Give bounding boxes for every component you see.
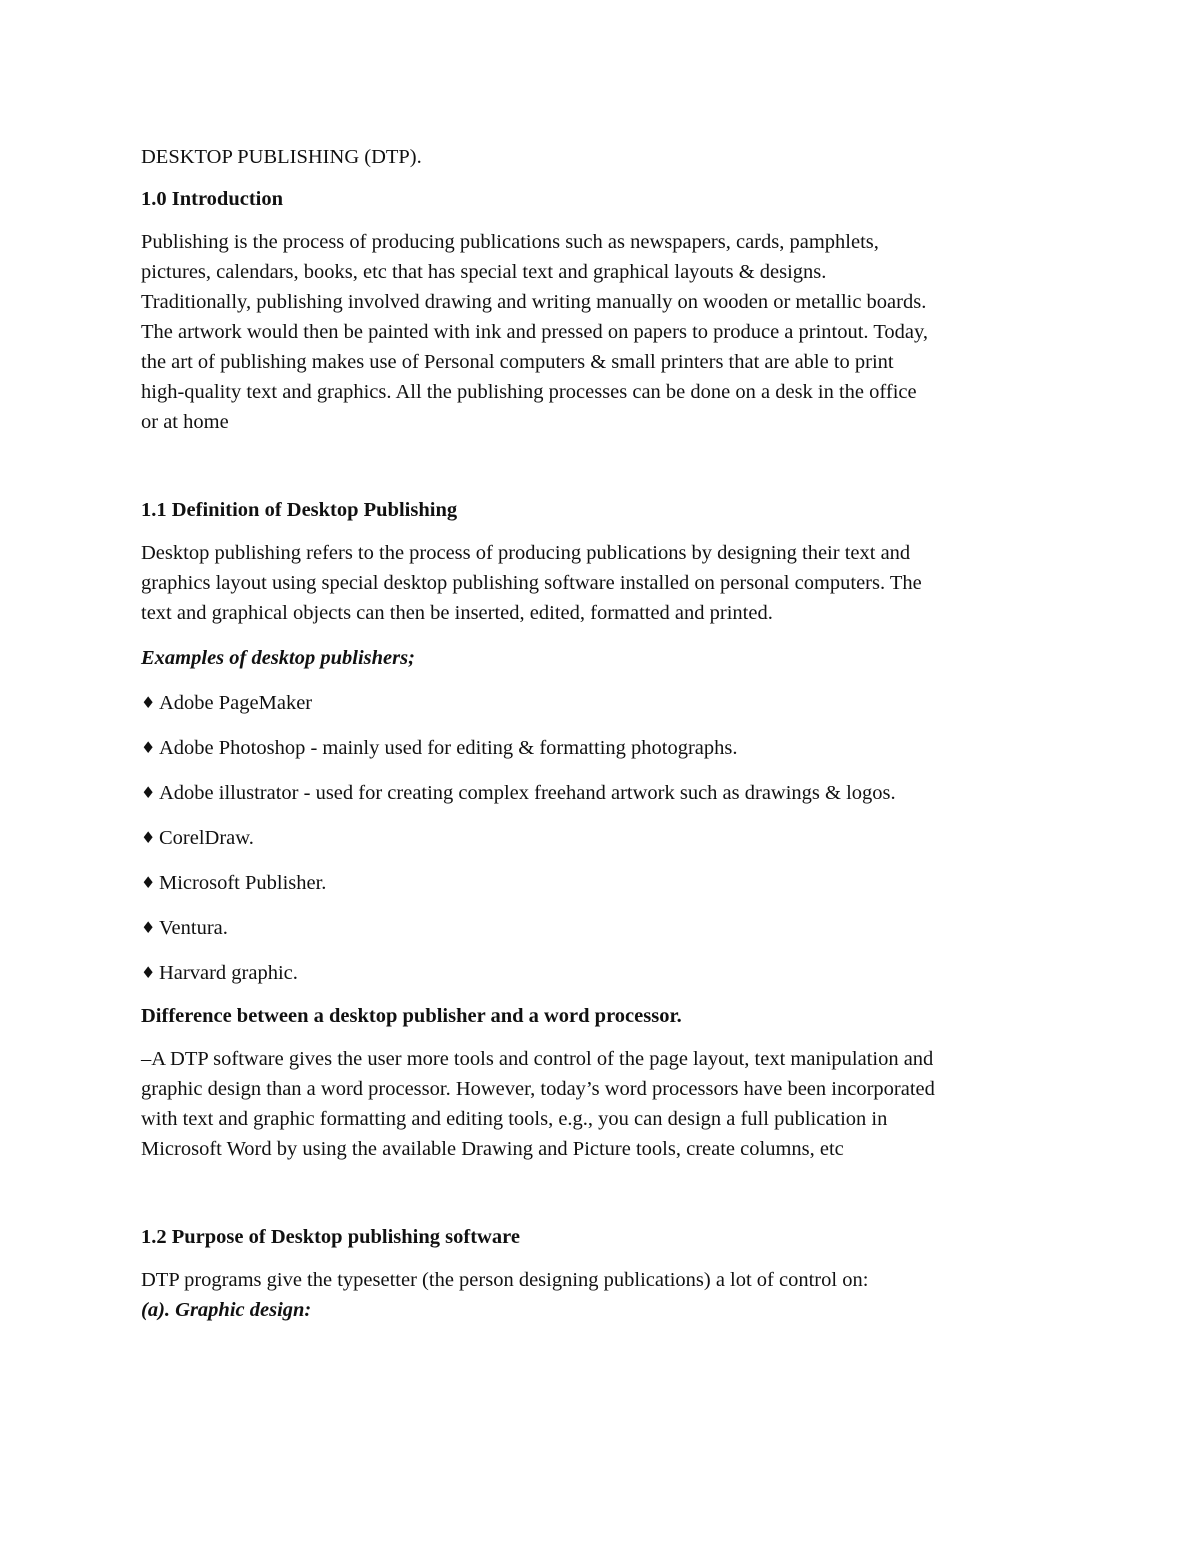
paragraph-line: text and graphical objects can then be inserted, edited, formatted and printed.: [141, 602, 773, 624]
examples-heading: Examples of desktop publishers;: [141, 647, 415, 669]
paragraph-line: Publishing is the process of producing publications such as newspapers, cards, pamphlets,: [141, 231, 879, 253]
list-item: [141, 958, 1071, 988]
list-item-text: CorelDraw.: [159, 827, 254, 849]
paragraph-line: graphics layout using special desktop publishing software installed on personal computers. The: [141, 572, 922, 594]
diamond-bullet-icon: ♦: [141, 783, 156, 802]
list-item-text: Harvard graphic.: [159, 962, 298, 984]
list-item-text: Ventura.: [159, 917, 228, 939]
diamond-bullet-icon: ♦: [141, 693, 156, 712]
list-item: [141, 778, 1071, 808]
paragraph-line: with text and graphic formatting and editing tools, e.g., you can design a full publication in: [141, 1108, 888, 1130]
diamond-bullet-icon: ♦: [141, 828, 156, 847]
diamond-bullet-icon: ♦: [141, 873, 156, 892]
paragraph-line: The artwork would then be painted with ink and pressed on papers to produce a printout. Today,: [141, 321, 929, 343]
section-heading-definition: 1.1 Definition of Desktop Publishing: [141, 499, 458, 521]
diamond-bullet-icon: ♦: [141, 738, 156, 757]
paragraph-line: the art of publishing makes use of Personal computers & small printers that are able to print: [141, 351, 894, 373]
paragraph-line: Microsoft Word by using the available Drawing and Picture tools, create columns, etc: [141, 1138, 844, 1160]
difference-paragraph: [141, 1044, 1071, 1164]
list-item: [141, 823, 1071, 853]
examples-list: [141, 688, 1071, 988]
paragraph-line: or at home: [141, 411, 229, 433]
list-item: [141, 868, 1071, 898]
paragraph-line: Traditionally, publishing involved drawing and writing manually on wooden or metallic boards.: [141, 291, 927, 313]
document-content: [141, 142, 1071, 1340]
list-item: [141, 913, 1071, 943]
list-item: [141, 688, 1071, 718]
paragraph-line: Desktop publishing refers to the process of producing publications by designing their text and: [141, 542, 911, 564]
document-title: DESKTOP PUBLISHING (DTP).: [141, 146, 422, 168]
paragraph-line: –A DTP software gives the user more tools and control of the page layout, text manipulation and: [141, 1048, 934, 1070]
list-item: [141, 733, 1071, 763]
difference-heading: Difference between a desktop publisher and a word processor.: [141, 1005, 682, 1027]
paragraph-line: high-quality text and graphics. All the publishing processes can be done on a desk in the office: [141, 381, 917, 403]
graphic-design-subheading: (a). Graphic design:: [141, 1299, 312, 1321]
diamond-bullet-icon: ♦: [141, 963, 156, 982]
diamond-bullet-icon: ♦: [141, 918, 156, 937]
spacer: [141, 437, 1071, 495]
purpose-paragraph: DTP programs give the typesetter (the person designing publications) a lot of control on:: [141, 1269, 869, 1291]
paragraph-line: pictures, calendars, books, etc that has special text and graphical layouts & designs.: [141, 261, 827, 283]
list-item-text: Adobe illustrator - used for creating complex freehand artwork such as drawings & logos.: [159, 782, 896, 804]
paragraph-line: graphic design than a word processor. However, today’s word processors have been incorporated: [141, 1078, 935, 1100]
list-item-text: Adobe Photoshop - mainly used for editing & formatting photographs.: [159, 737, 738, 759]
definition-paragraph: [141, 538, 1071, 628]
list-item-text: Adobe PageMaker: [159, 692, 313, 714]
spacer: [141, 628, 1071, 643]
spacer: [141, 1164, 1071, 1222]
section-heading-purpose: 1.2 Purpose of Desktop publishing software: [141, 1226, 520, 1248]
list-item-text: Microsoft Publisher.: [159, 872, 327, 894]
introduction-paragraph: [141, 227, 1071, 437]
section-heading-introduction: 1.0 Introduction: [141, 188, 284, 210]
